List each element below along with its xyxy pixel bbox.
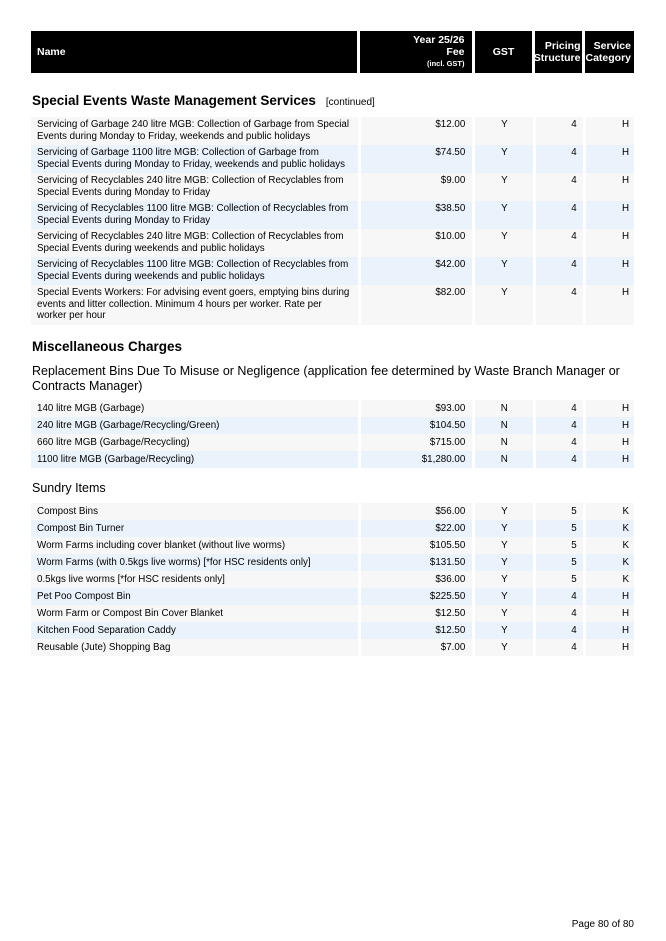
cell-service-category: H (586, 434, 634, 451)
cell-fee: $12.50 (361, 622, 472, 639)
cell-pricing-structure: 5 (536, 571, 582, 588)
cell-fee: $12.00 (361, 117, 472, 145)
cell-service-category: K (586, 571, 634, 588)
cell-pricing-structure: 4 (536, 173, 582, 201)
cell-fee: $56.00 (361, 503, 472, 520)
cell-name: Servicing of Recyclables 240 litre MGB: Collection of Recyclables from Special Events during Monday to Friday (31, 173, 358, 201)
header-pricing-structure (535, 31, 582, 73)
cell-fee: $12.50 (361, 605, 472, 622)
cell-service-category: H (586, 451, 634, 468)
cell-service-category: H (586, 285, 634, 325)
cell-fee: $36.00 (361, 571, 472, 588)
cell-name: Worm Farms (with 0.5kgs live worms) [*for HSC residents only] (31, 554, 358, 571)
cell-gst: Y (475, 537, 533, 554)
header-fee (360, 31, 471, 73)
cell-gst: N (475, 451, 533, 468)
replacement-bins-title: Replacement Bins Due To Misuse or Negligence (application fee determined by Waste Branch Manager or Contracts Manager) (32, 364, 620, 393)
cell-pricing-structure: 4 (536, 400, 582, 417)
cell-fee: $105.50 (361, 537, 472, 554)
cell-pricing-structure: 5 (536, 520, 582, 537)
cell-pricing-structure: 4 (536, 434, 582, 451)
cell-name: Kitchen Food Separation Caddy (31, 622, 358, 639)
table-row (31, 588, 634, 605)
cell-service-category: H (586, 605, 634, 622)
cell-pricing-structure: 4 (536, 145, 582, 173)
cell-name: Worm Farm or Compost Bin Cover Blanket (31, 605, 358, 622)
header-gst: GST (475, 31, 533, 73)
header-pricing-line1: Pricing (544, 40, 581, 52)
cell-pricing-structure: 4 (536, 229, 582, 257)
header-service-line1: Service (593, 40, 631, 52)
cell-name: Servicing of Garbage 1100 litre MGB: Collection of Garbage from Special Events during Monday to Friday, weekends and public holidays (31, 145, 358, 173)
cell-fee: $131.50 (361, 554, 472, 571)
cell-service-category: H (586, 417, 634, 434)
cell-gst: Y (475, 117, 533, 145)
page-number: Page 80 of 80 (571, 919, 634, 930)
section-title-special-events (32, 93, 375, 108)
cell-fee: $7.00 (361, 639, 472, 656)
cell-gst: Y (475, 605, 533, 622)
header-fee-line2: Fee (446, 46, 465, 58)
cell-pricing-structure: 5 (536, 554, 582, 571)
cell-gst: Y (475, 229, 533, 257)
table-header (31, 31, 634, 73)
cell-pricing-structure: 4 (536, 285, 582, 325)
cell-pricing-structure: 4 (536, 605, 582, 622)
cell-service-category: H (586, 588, 634, 605)
cell-gst: Y (475, 554, 533, 571)
cell-fee: $1,280.00 (361, 451, 472, 468)
cell-gst: Y (475, 622, 533, 639)
section-title-misc: Miscellaneous Charges (32, 339, 183, 354)
cell-service-category: H (586, 622, 634, 639)
cell-fee: $93.00 (361, 400, 472, 417)
table-row (31, 117, 634, 145)
cell-service-category: K (586, 520, 634, 537)
cell-name: Compost Bin Turner (31, 520, 358, 537)
cell-gst: N (475, 400, 533, 417)
cell-pricing-structure: 4 (536, 622, 582, 639)
cell-gst: Y (475, 173, 533, 201)
cell-name: 660 litre MGB (Garbage/Recycling) (31, 434, 358, 451)
header-pricing-line2: Structure (533, 52, 581, 64)
table-row (31, 434, 634, 451)
cell-name: 0.5kgs live worms [*for HSC residents only] (31, 571, 358, 588)
sundry-items-title: Sundry Items (32, 481, 106, 495)
cell-gst: Y (475, 145, 533, 173)
cell-gst: Y (475, 201, 533, 229)
table-row (31, 451, 634, 468)
cell-name: Special Events Workers: For advising event goers, emptying bins during events and litter collection. Minimum 4 hours per worker. Rate per worker per hour (31, 285, 358, 325)
cell-fee: $74.50 (361, 145, 472, 173)
cell-gst: Y (475, 520, 533, 537)
header-service-line2: Category (585, 52, 631, 64)
cell-pricing-structure: 4 (536, 588, 582, 605)
cell-fee: $225.50 (361, 588, 472, 605)
cell-fee: $715.00 (361, 434, 472, 451)
cell-service-category: K (586, 554, 634, 571)
table-row (31, 622, 634, 639)
sundry-items-table (31, 503, 634, 656)
table-row (31, 554, 634, 571)
cell-pricing-structure: 5 (536, 503, 582, 520)
cell-gst: Y (475, 639, 533, 656)
cell-service-category: K (586, 537, 634, 554)
cell-fee: $82.00 (361, 285, 472, 325)
table-row (31, 257, 634, 285)
cell-fee: $104.50 (361, 417, 472, 434)
cell-name: Worm Farms including cover blanket (without live worms) (31, 537, 358, 554)
header-fee-line1: Year 25/26 (413, 34, 465, 46)
header-service-category (585, 31, 634, 73)
table-row (31, 571, 634, 588)
cell-name: Compost Bins (31, 503, 358, 520)
cell-fee: $9.00 (361, 173, 472, 201)
cell-service-category: H (586, 639, 634, 656)
cell-pricing-structure: 4 (536, 451, 582, 468)
cell-name: Servicing of Recyclables 240 litre MGB: Collection of Recyclables from Special Events during weekends and public holidays (31, 229, 358, 257)
table-row (31, 537, 634, 554)
cell-name: Reusable (Jute) Shopping Bag (31, 639, 358, 656)
cell-gst: N (475, 417, 533, 434)
cell-fee: $22.00 (361, 520, 472, 537)
table-row (31, 145, 634, 173)
cell-gst: Y (475, 503, 533, 520)
header-fee-line3: (incl. GST) (427, 59, 465, 68)
cell-pricing-structure: 4 (536, 201, 582, 229)
table-row (31, 229, 634, 257)
cell-pricing-structure: 5 (536, 537, 582, 554)
table-row (31, 639, 634, 656)
table-row (31, 503, 634, 520)
cell-gst: Y (475, 571, 533, 588)
cell-pricing-structure: 4 (536, 639, 582, 656)
table-row (31, 400, 634, 417)
cell-name: 1100 litre MGB (Garbage/Recycling) (31, 451, 358, 468)
cell-name: Servicing of Recyclables 1100 litre MGB: Collection of Recyclables from Special Events during weekends and public holidays (31, 257, 358, 285)
cell-gst: Y (475, 285, 533, 325)
cell-pricing-structure: 4 (536, 257, 582, 285)
table-row (31, 173, 634, 201)
cell-name: Pet Poo Compost Bin (31, 588, 358, 605)
table-row (31, 417, 634, 434)
cell-service-category: H (586, 117, 634, 145)
cell-pricing-structure: 4 (536, 117, 582, 145)
special-events-title: Special Events Waste Management Services (32, 93, 316, 108)
cell-service-category: K (586, 503, 634, 520)
header-name: Name (31, 31, 357, 73)
table-row (31, 201, 634, 229)
cell-gst: Y (475, 588, 533, 605)
cell-service-category: H (586, 229, 634, 257)
special-events-table (31, 117, 634, 325)
cell-name: 140 litre MGB (Garbage) (31, 400, 358, 417)
table-row (31, 520, 634, 537)
cell-name: 240 litre MGB (Garbage/Recycling/Green) (31, 417, 358, 434)
cell-gst: Y (475, 257, 533, 285)
cell-service-category: H (586, 201, 634, 229)
cell-fee: $38.50 (361, 201, 472, 229)
replacement-bins-table (31, 400, 634, 468)
cell-gst: N (475, 434, 533, 451)
cell-service-category: H (586, 257, 634, 285)
cell-fee: $10.00 (361, 229, 472, 257)
cell-name: Servicing of Garbage 240 litre MGB: Collection of Garbage from Special Events during Monday to Friday, weekends and public holidays (31, 117, 358, 145)
cell-pricing-structure: 4 (536, 417, 582, 434)
cell-service-category: H (586, 145, 634, 173)
cell-service-category: H (586, 173, 634, 201)
cell-fee: $42.00 (361, 257, 472, 285)
cell-service-category: H (586, 400, 634, 417)
table-row (31, 285, 634, 325)
continued-label: [continued] (325, 97, 375, 108)
cell-name: Servicing of Recyclables 1100 litre MGB: Collection of Recyclables from Special Events during Monday to Friday (31, 201, 358, 229)
table-row (31, 605, 634, 622)
